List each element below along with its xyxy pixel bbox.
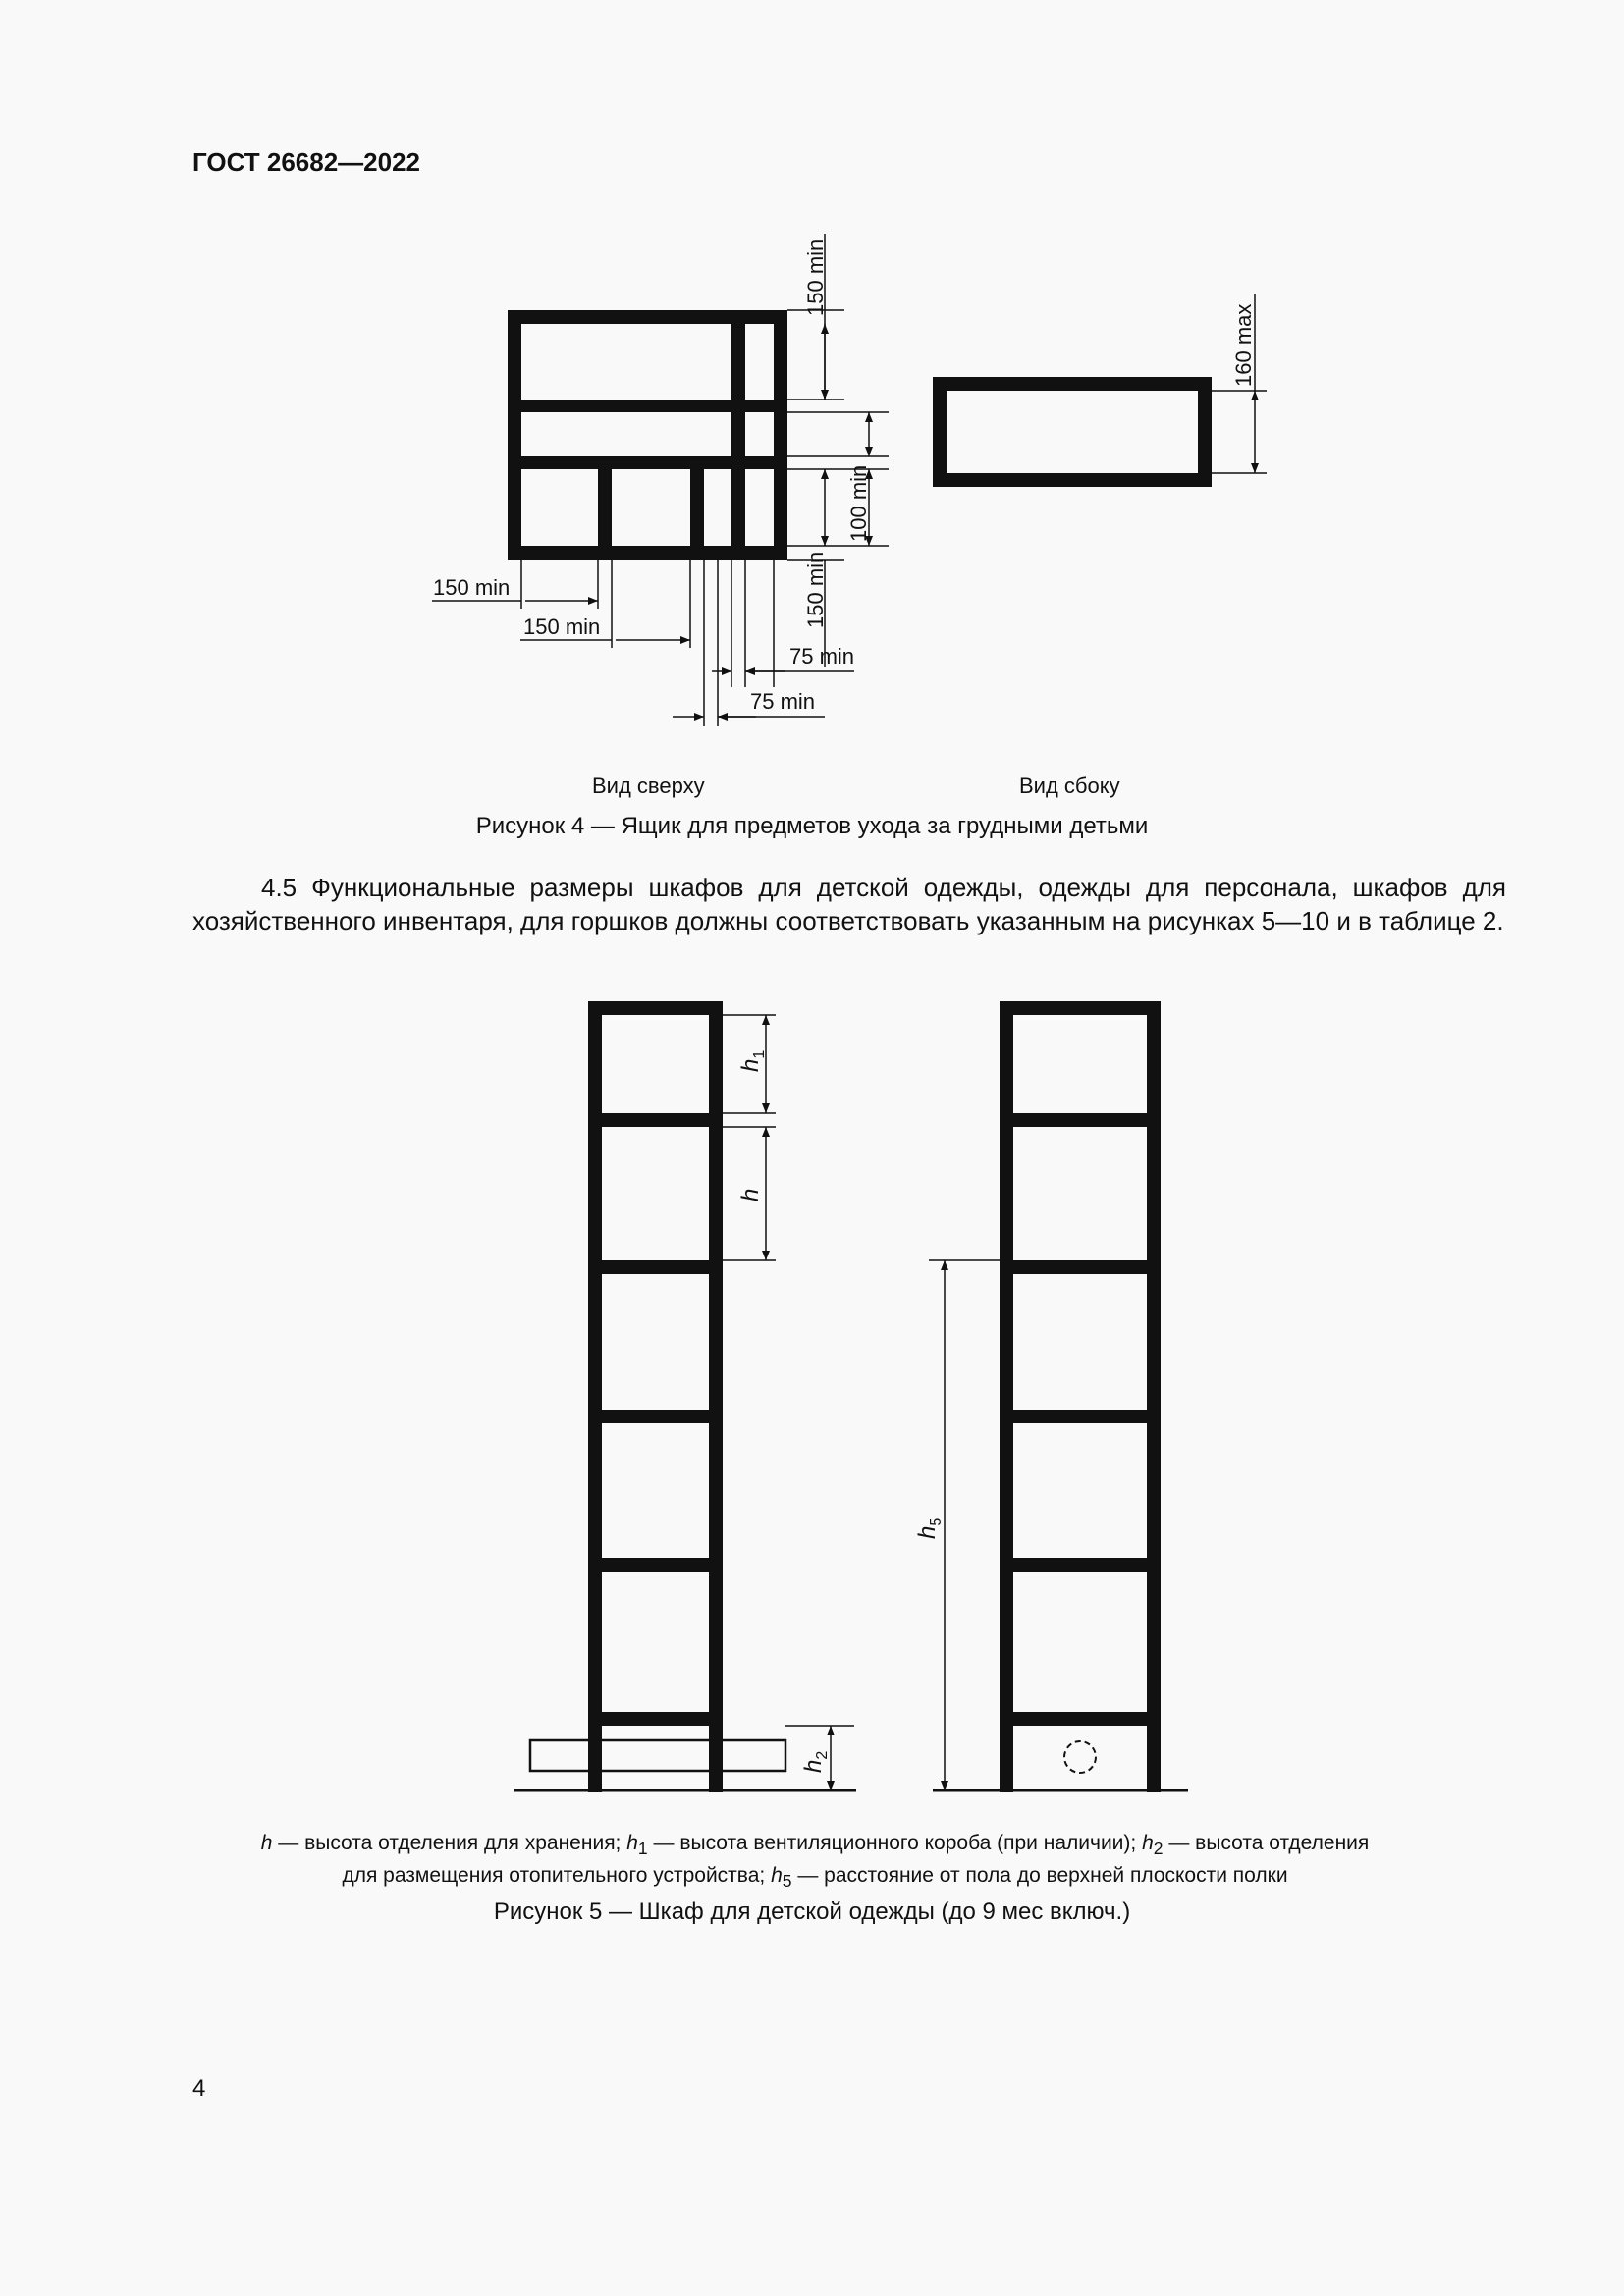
dim-h5: $h_5$ <box>914 1517 945 1539</box>
potty-outline <box>1064 1741 1096 1773</box>
dim-100: 100 min <box>846 464 871 542</box>
dim-160: 160 max <box>1231 303 1256 387</box>
dim-h: h <box>737 1188 764 1201</box>
document-code: ГОСТ 26682—2022 <box>192 147 420 177</box>
dim-h2: $h_2$ <box>800 1750 831 1773</box>
figure-5-legend <box>196 1830 1434 1895</box>
legend-line-2: для размещения отопительного устройства; $h_5$ — расстояние от пола до верхней плоскости полки <box>342 1864 1288 1892</box>
view-side-label: Вид сбоку <box>1019 774 1120 798</box>
figure-5-caption: Рисунок 5 — Шкаф для детской одежды (до 9 мес включ.) <box>493 1898 1131 1925</box>
dim-150-top: 150 min <box>803 239 828 316</box>
top-view-box <box>508 310 787 560</box>
view-top-label: Вид сверху <box>592 774 705 798</box>
dim-150-left1: 150 min <box>433 575 511 600</box>
left-cabinet-dimensions <box>723 1015 854 1790</box>
dim-75-b: 75 min <box>750 689 816 714</box>
dim-150-right: 150 min <box>803 551 828 628</box>
left-cabinet <box>588 1001 723 1792</box>
dim-75-a: 75 min <box>789 644 855 668</box>
legend-line-1: h — высота отделения для хранения; $h_1$ — высота вентиляционного короба (при наличии); $h_2$ — высота отделения <box>260 1832 1370 1859</box>
side-view-box <box>933 377 1212 487</box>
dim-150-left2: 150 min <box>523 614 601 639</box>
figure-5-drawing <box>0 982 1624 1845</box>
dim-h1: $h_1$ <box>737 1049 768 1072</box>
figure-4-caption: Рисунок 4 — Ящик для предметов ухода за грудными детьми <box>475 813 1149 839</box>
heater-device <box>530 1740 785 1771</box>
paragraph-4-5: 4.5 Функциональные размеры шкафов для детской одежды, одежды для персонала, шкафов для хозяйственного инвентаря, для горшков должны соответствовать указанным на рисунках 5—10 и в таблице 2. <box>192 873 1506 935</box>
right-cabinet <box>1000 1001 1161 1792</box>
page-number: 4 <box>192 2075 206 2102</box>
